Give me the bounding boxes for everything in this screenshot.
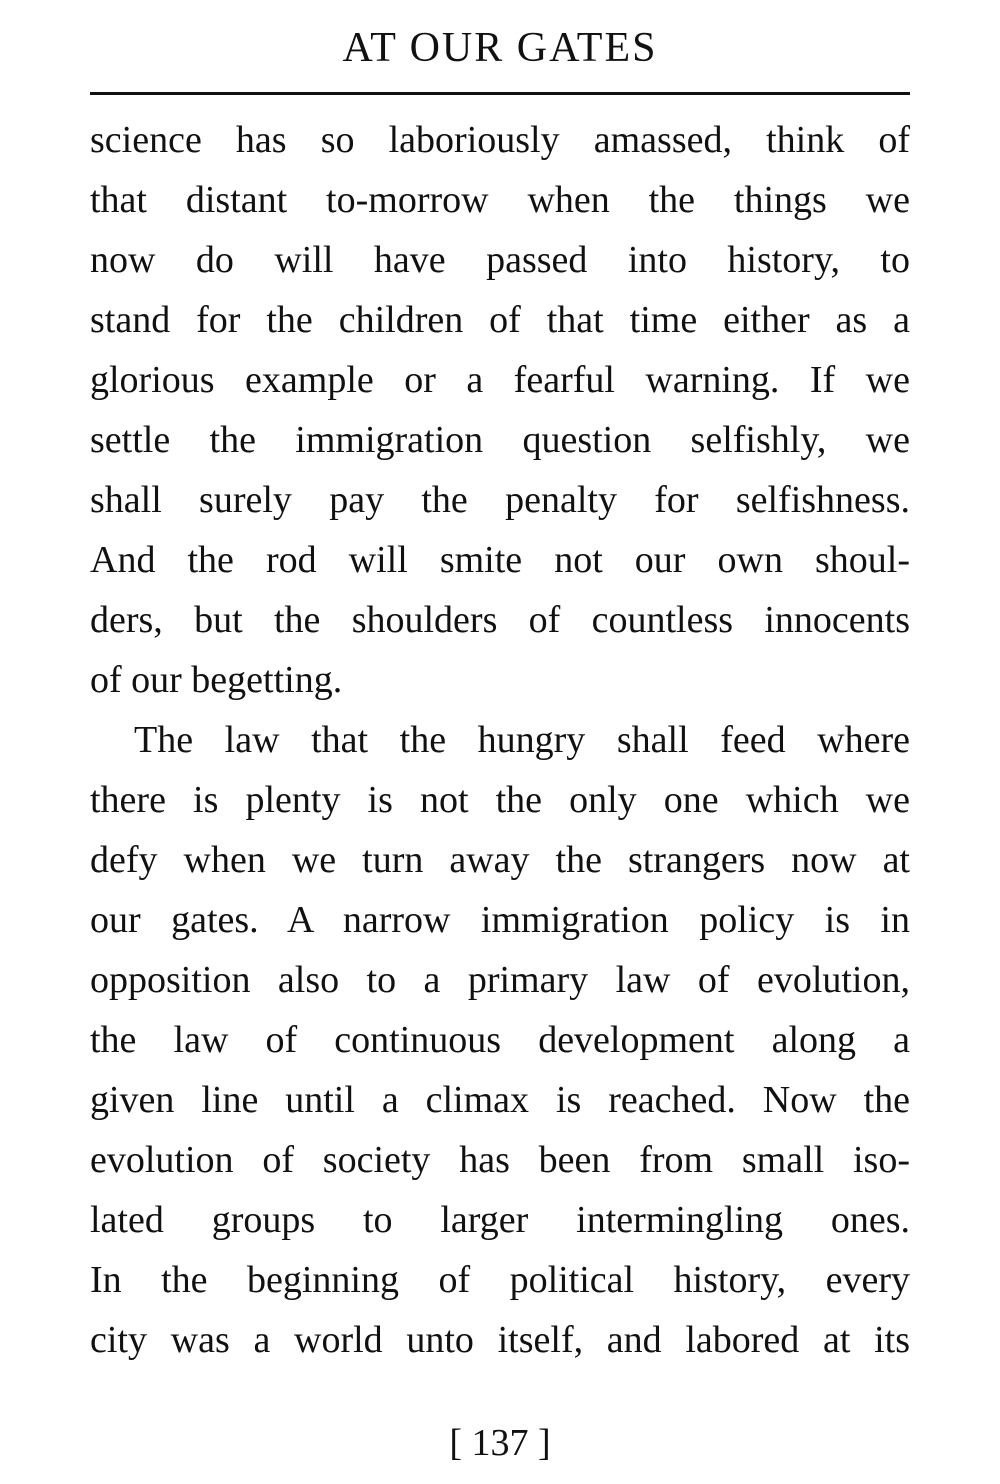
text-line: evolution of society has been from small iso- [90, 1139, 910, 1181]
text-line: that distant to-morrow when the things we [90, 179, 910, 221]
text-line: science has so laboriously amassed, think of [90, 119, 910, 161]
text-line: shall surely pay the penalty for selfishness. [90, 479, 910, 521]
text-line: now do will have passed into history, to [90, 239, 910, 281]
book-page [90, 0, 910, 1484]
body-text [90, 110, 910, 1370]
text-line: the law of continuous development along a [90, 1019, 910, 1061]
text-line: ders, but the shoulders of countless innocents [90, 599, 910, 641]
text-line: there is plenty is not the only one which we [90, 779, 910, 821]
text-line: our gates. A narrow immigration policy is in [90, 899, 910, 941]
text-line: given line until a climax is reached. Now the [90, 1079, 910, 1121]
header-rule [90, 92, 910, 95]
text-line: The law that the hungry shall feed where [134, 719, 910, 761]
text-line: stand for the children of that time either as a [90, 299, 910, 341]
text-line: of our begetting. [90, 659, 343, 701]
running-head: AT OUR GATES [342, 25, 658, 71]
page-number: [ 137 ] [449, 1422, 551, 1464]
text-line: settle the immigration question selfishly, we [90, 419, 910, 461]
text-line: And the rod will smite not our own shoul- [90, 539, 910, 581]
text-line: city was a world unto itself, and labored at its [90, 1319, 910, 1361]
text-line: defy when we turn away the strangers now at [90, 839, 910, 881]
text-line: glorious example or a fearful warning. If we [90, 359, 910, 401]
text-line: In the beginning of political history, every [90, 1259, 910, 1301]
text-line: opposition also to a primary law of evolution, [90, 959, 910, 1001]
text-line: lated groups to larger intermingling ones. [90, 1199, 910, 1241]
